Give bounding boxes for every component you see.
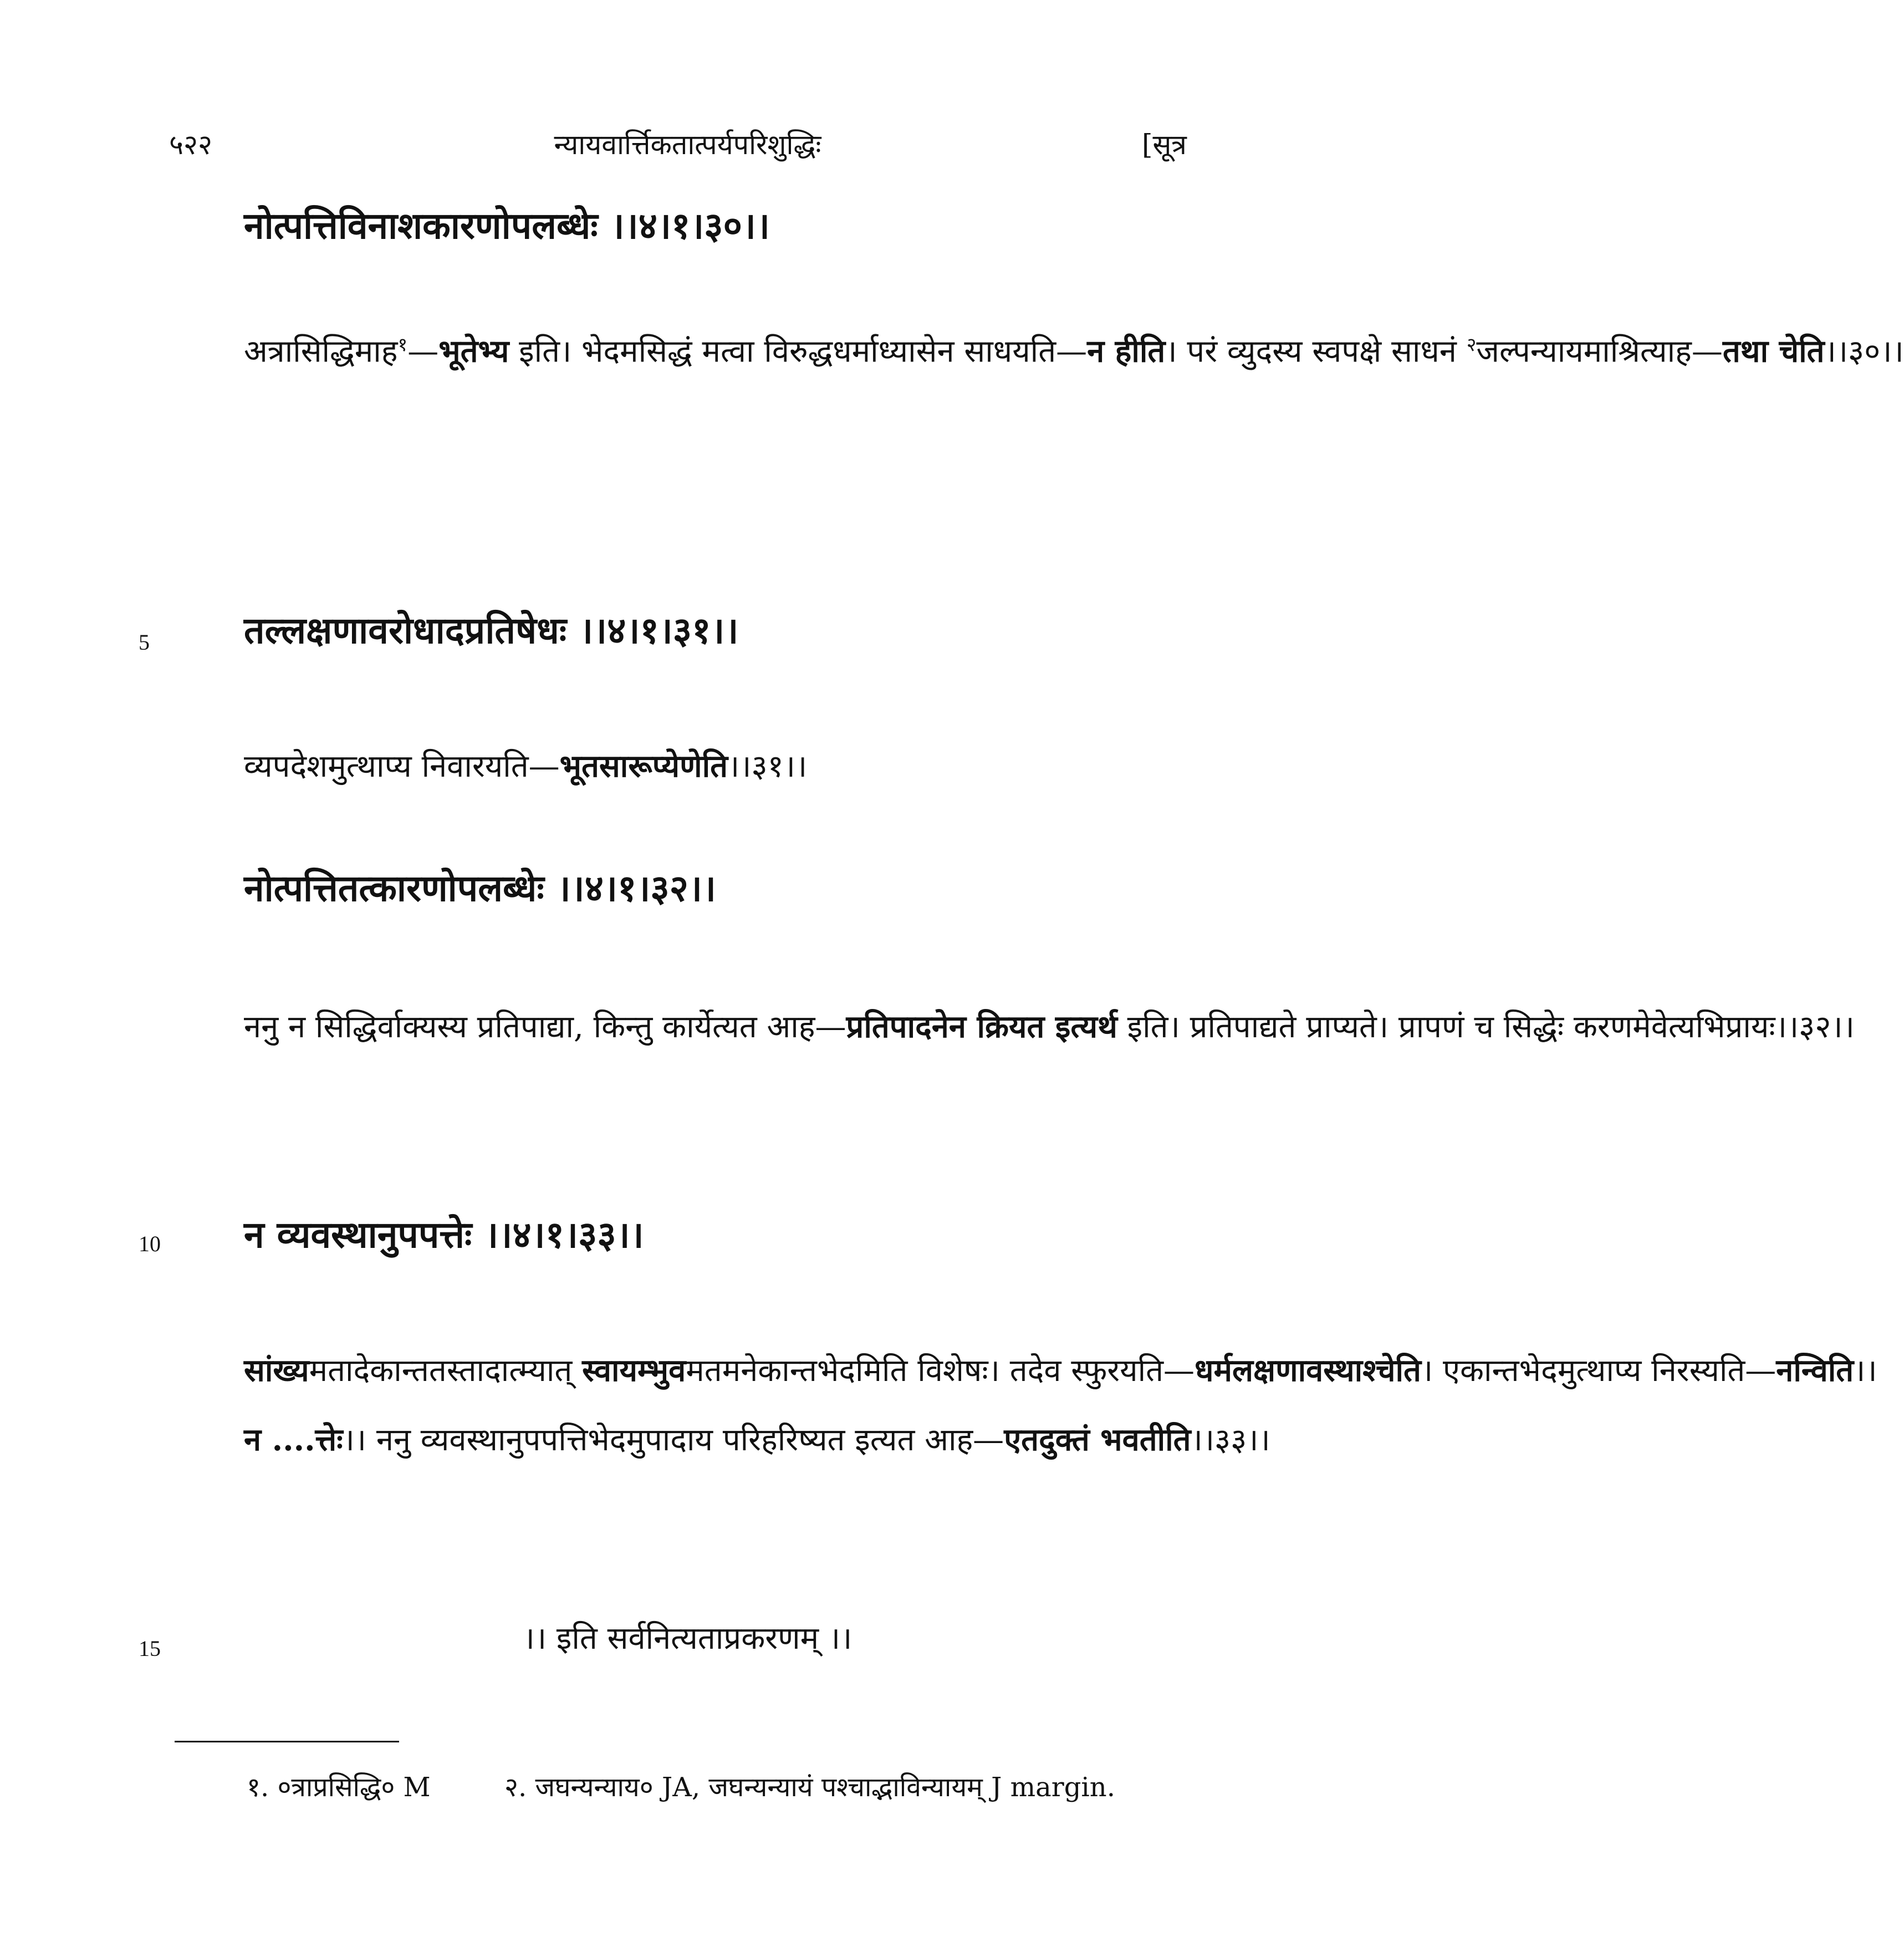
commentary-text: मतमनेकान्तभेदमिति विशेषः। तदेव स्फुरयति— <box>686 1353 1195 1389</box>
pratika-bold: एतदुक्तं भवतीति <box>1004 1421 1191 1458</box>
commentary-text: इति। भेदमसिद्धं मत्वा विरुद्धधर्माध्यासेन साधयति— <box>509 333 1088 370</box>
commentary-text: मतादेकान्ततस्तादात्म्यात् <box>309 1353 583 1389</box>
commentary-text: । एकान्तभेदमुत्थाप्य निरस्यति— <box>1421 1353 1777 1389</box>
line-number-10: 10 <box>139 1231 161 1256</box>
commentary-text: जल्पन्यायमाश्रित्याह— <box>1476 333 1723 370</box>
commentary-paragraph <box>175 1336 1877 1405</box>
pratika-bold: भूतेभ्य <box>438 333 509 370</box>
footnote-1: १. ०त्राप्रसिद्धि० M <box>247 1772 431 1803</box>
commentary-30 <box>175 310 1904 386</box>
pratika-bold: भूतसारूप्येणेति <box>559 748 728 784</box>
sutra-32: नोत्पत्तितत्कारणोपलब्धेः ।।४।१।३२।। <box>244 867 717 910</box>
commentary-text: ।।३३।। <box>1191 1422 1270 1458</box>
commentary-paragraph <box>175 1405 1270 1475</box>
pratika-bold: नन्विति <box>1776 1352 1854 1389</box>
commentary-text: ।।३०।। <box>1824 333 1904 370</box>
commentary-text: ।। <box>1854 1353 1877 1389</box>
commentary-text: व्यपदेशमुत्थाप्य निवारयति— <box>244 748 560 784</box>
pratika-bold: सांख्य <box>244 1352 309 1389</box>
footnote-2: २. जघन्यन्याय० JA, जघन्यन्यायं पश्चाद्भाविन्यायम् J margin. <box>504 1772 1115 1803</box>
pratika-bold: न ....त्तेः <box>244 1421 343 1458</box>
footnote-rule <box>175 1741 399 1742</box>
commentary-text: ननु न सिद्धिर्वाक्यस्य प्रतिपाद्या, किन्तु कार्येत्यत आह— <box>244 1009 846 1045</box>
commentary-paragraph <box>175 310 1904 386</box>
commentary-text: ।। ननु व्यवस्थानुपपत्तिभेदमुपादाय परिहरिष्यत इत्यत आह— <box>343 1422 1004 1458</box>
commentary-31 <box>175 732 1217 801</box>
commentary-paragraph <box>175 732 1217 801</box>
commentary-32 <box>175 992 1855 1062</box>
sutra-33: न व्यवस्थानुपपत्तेः ।।४।१।३३।। <box>244 1213 644 1256</box>
commentary-text: । परं व्युदस्य स्वपक्षे साधनं <box>1165 333 1467 370</box>
line-number-15: 15 <box>139 1636 161 1661</box>
commentary-33 <box>175 1336 1877 1475</box>
pratika-bold: तथा चेति <box>1722 333 1825 370</box>
running-title: न्यायवार्त्तिकतात्पर्यपरिशुद्धिः <box>554 129 821 161</box>
commentary-text: अत्रासिद्धिमाह <box>244 333 398 370</box>
line-number-5: 5 <box>139 630 150 655</box>
commentary-paragraph <box>175 992 1855 1062</box>
footnote-marker: २ <box>1466 334 1477 356</box>
pratika-bold: न हीति <box>1087 333 1166 370</box>
pratika-bold: प्रतिपादनेन क्रियत इत्यर्थ <box>846 1008 1117 1045</box>
commentary-text: इति। प्रतिपाद्यते प्राप्यते। प्रापणं च सिद्धेः करणमेवेत्यभिप्रायः।।३२।। <box>1117 1009 1855 1045</box>
footnote-marker: १ <box>397 334 408 356</box>
closing-colophon: ।। इति सर्वनित्यताप्रकरणम् ।। <box>523 1620 853 1657</box>
section-marker: [सूत्र <box>1142 129 1187 161</box>
sutra-31: तल्लक्षणावरोधादप्रतिषेधः ।।४।१।३१।। <box>244 609 739 652</box>
commentary-text: ।।३१।। <box>728 748 808 784</box>
commentary-text: — <box>407 333 439 370</box>
page-number: ५२२ <box>169 129 212 161</box>
pratika-bold: धर्मलक्षणावस्थाश्चेति <box>1195 1352 1421 1389</box>
sutra-30: नोत्पत्तिविनाशकारणोपलब्धेः ।।४।१।३०।। <box>244 204 770 247</box>
pratika-bold: स्वायम्भुव <box>582 1352 686 1389</box>
